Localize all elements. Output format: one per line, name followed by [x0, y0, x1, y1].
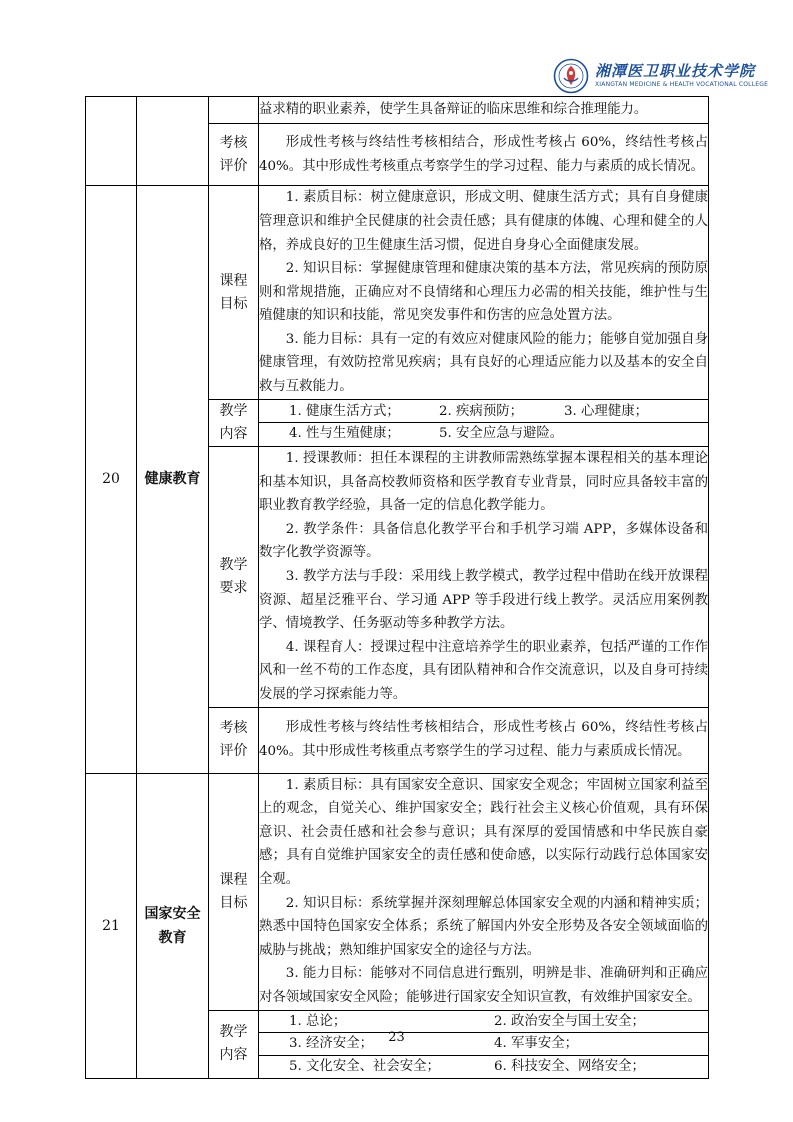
content-row — [259, 1056, 708, 1078]
requirement-methods: 3. 教学方法与手段：采用线上教学模式，教学过程中借助在线开放课程资源、超星泛雅平台、学习通 APP 等手段进行线上教学。灵活应用案例教学、情境教学、任务驱动等多种教学方法。 — [259, 568, 708, 632]
content-label-text: 教学内容 — [219, 403, 248, 442]
assessment-cell — [259, 124, 709, 186]
content-item: 5. 安全应急与避险。 — [439, 426, 564, 441]
goals-label — [209, 773, 259, 1010]
continued-goal-text: 益求精的职业素养，使学生具备辩证的临床思维和综合推理能力。 — [259, 102, 648, 118]
assessment-label-text: 考核评价 — [219, 720, 248, 760]
content-row — [259, 402, 708, 423]
content-item: 5. 文化安全、社会安全； — [289, 1058, 440, 1074]
goal-ability: 3. 能力目标：具有一定的有效应对健康风险的能力；能够自觉加强自身健康管理，有效防控常见疾病；具有良好的心理适应能力以及基本的安全自救与互救能力。 — [259, 331, 708, 395]
course-number: 20 — [86, 186, 137, 774]
course-number: 21 — [86, 773, 137, 1078]
label-cell — [209, 97, 259, 124]
assessment-label — [209, 124, 259, 186]
content-cell — [259, 400, 709, 447]
course-name-cell — [137, 97, 209, 186]
assessment-text: 形成性考核与终结性考核相结合，形成性考核占 60%，终结性考核占 40%。其中形成性考核重点考察学生的学习过程、能力与素质成长情况。 — [259, 720, 708, 760]
content-item: 2. 疾病预防； — [439, 404, 523, 419]
page-number: 23 — [388, 1030, 405, 1045]
content-label — [209, 400, 259, 447]
course-table — [85, 96, 709, 1079]
goal-quality: 1. 素质目标：具有国家安全意识、国家安全观念；牢固树立国家利益至上的观念，自觉关心、维护国家安全；践行社会主义核心价值观，具有环保意识、社会责任感和社会参与意识；具有深厚的爱国情感和中华民族自豪感；具有自觉维护国家安全的责任感和使命感，以实际行动践行总体国家安全观。 — [259, 777, 708, 887]
goals-label-text: 课程目标 — [219, 871, 248, 911]
course-name: 健康教育 — [137, 186, 209, 774]
content-item: 1. 健康生活方式； — [289, 404, 400, 419]
course-name-line1: 国家安全 — [144, 905, 201, 922]
content-item: 4. 性与生殖健康； — [289, 426, 400, 441]
content-item: 4. 军事安全； — [494, 1035, 578, 1051]
goals-cell — [259, 186, 709, 400]
course-number-cell — [86, 97, 137, 186]
content-label-text: 教学内容 — [219, 1024, 248, 1064]
college-emblem-icon — [553, 58, 589, 94]
requirements-label — [209, 447, 259, 708]
table-row — [86, 97, 709, 124]
table-row — [86, 773, 709, 1010]
assessment-label-text: 考核评价 — [219, 134, 248, 174]
goals-cell — [259, 773, 709, 1010]
continued-goal-cell — [259, 97, 709, 124]
goal-ability: 3. 能力目标：能够对不同信息进行甄别，明辨是非、准确研判和正确应对各领域国家安全风险；能够进行国家安全知识宣教，有效维护国家安全。 — [259, 966, 708, 1005]
assessment-cell — [259, 707, 709, 773]
goals-label-text: 课程目标 — [219, 272, 248, 312]
content-row — [259, 423, 708, 444]
content-item: 3. 经济安全； — [289, 1035, 373, 1051]
requirements-label-text: 教学要求 — [219, 556, 248, 596]
content-item — [564, 423, 684, 444]
goal-knowledge: 2. 知识目标：掌握健康管理和健康决策的基本方法，常见疾病的预防原则和常规措施，正确应对不良情绪和心理压力必需的相关技能，维护性与生殖健康的知识和技能，常见突发事件和伤害的应急处置方法。 — [259, 261, 708, 324]
content-item: 2. 政治安全与国土安全； — [494, 1013, 645, 1029]
goal-knowledge: 2. 知识目标：系统掌握并深刻理解总体国家安全观的内涵和精神实质；熟悉中国特色国家安全体系；系统了解国内外安全形势及各安全领域面临的威胁与挑战；熟知维护国家安全的途径与方法。 — [259, 895, 708, 958]
requirement-conditions: 2. 教学条件：具备信息化教学平台和手机学习端 APP，多媒体设备和数字化教学资源等。 — [259, 521, 708, 561]
content-item: 1. 总论； — [289, 1013, 347, 1029]
goals-label — [209, 186, 259, 400]
logo-chinese-name: 湘潭医卫职业技术学院 — [595, 62, 756, 80]
content-item: 3. 心理健康； — [564, 404, 648, 419]
goal-quality: 1. 素质目标：树立健康意识，形成文明、健康生活方式；具有自身健康管理意识和维护全民健康的社会责任感；具有健康的体魄、心理和健全的人格，养成良好的卫生健康生活习惯，促进自身身心全面健康发展。 — [259, 190, 708, 253]
assessment-text: 形成性考核与终结性考核相结合，形成性考核占 60%，终结性考核占 40%。其中形成性考核重点考察学生的学习过程、能力与素质的成长情况。 — [259, 134, 708, 174]
logo-english-name: XIANGTAN MEDICINE & HEALTH VOCATIONAL COLLEGE — [595, 81, 769, 88]
requirement-education: 4. 课程育人：授课过程中注意培养学生的职业素养，包括严谨的工作作风和一丝不苟的工作态度，具有团队精神和合作交流意识，以及自身可持续发展的学习探索能力等。 — [259, 639, 708, 702]
requirements-cell — [259, 447, 709, 708]
course-name-line2: 教育 — [158, 929, 187, 946]
content-item: 6. 科技安全、网络安全； — [494, 1058, 645, 1074]
assessment-label — [209, 707, 259, 773]
college-logo — [553, 58, 769, 96]
requirement-teacher: 1. 授课教师：担任本课程的主讲教师需熟练掌握本课程相关的基本理论和基本知识，具备高校教师资格和医学教育专业背景，同时应具备较丰富的职业教育教学经验，具备一定的信息化教学能力。 — [259, 451, 708, 514]
table-row — [86, 186, 709, 400]
